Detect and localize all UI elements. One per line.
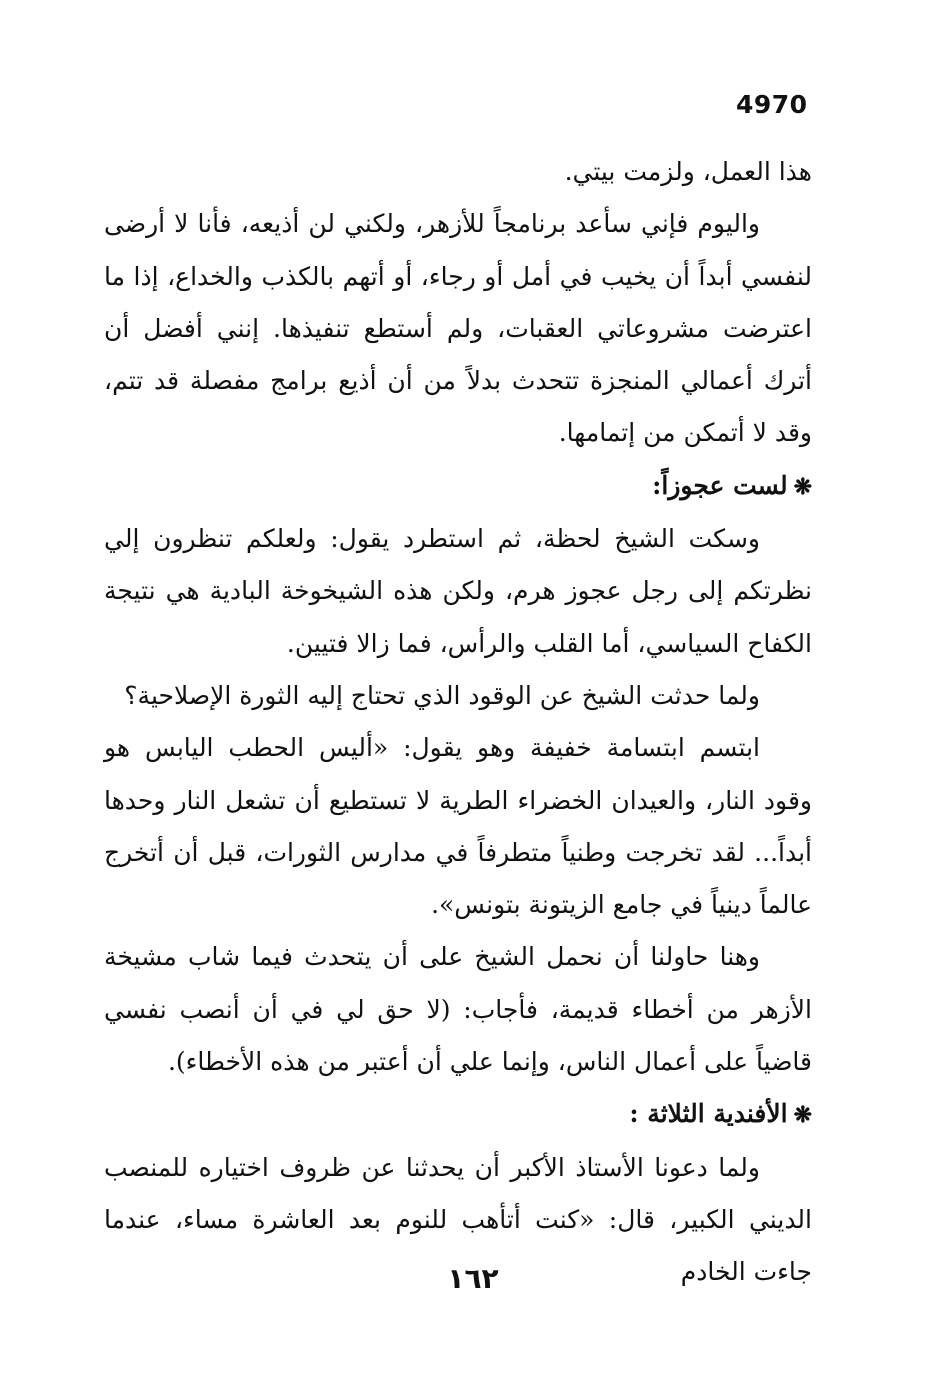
paragraph: وهنا حاولنا أن نحمل الشيخ على أن يتحدث فيما شاب مشيخة الأزهر من أخطاء قديمة، فأجاب: (لا حق لي في أن أنصب نفسي قاضياً على أعمال الناس، وإنما علي أن أعتبر من هذه الأخطاء).	[104, 942, 812, 1077]
paragraph: هذا العمل، ولزمت بيتي.	[564, 157, 812, 186]
section-heading: ❋لست عجوزاً:	[652, 470, 812, 500]
paragraph: واليوم فإني سأعد برنامجاً للأزهر، ولكني لن أذيعه، فأنا لا أرضى لنفسي أبداً أن يخيب في أمل أو رجاء، أو أتهم بالكذب والخداع، إذا ما اعترضت مشروعاتي العقبات، ولم أستطع تنفيذها. إنني أفضل أن أترك أعمالي المنجزة تتحدث بدلاً من أن أذيع برامج مفصلة قد تتم، وقد لا أتمكن من إتمامها.	[104, 209, 812, 448]
page-number-footer: ١٦٢	[447, 1262, 499, 1295]
asterisk-icon: ❋	[793, 1102, 812, 1129]
section-heading: ❋الأفندية الثلاثة :	[629, 1099, 812, 1129]
paragraph: ولما دعونا الأستاذ الأكبر أن يحدثنا عن ظروف اختياره للمنصب الديني الكبير، قال: «كنت أتأهب للنوم بعد العاشرة مساء، عندما جاءت الخادم	[104, 1152, 812, 1287]
paragraph: ابتسم ابتسامة خفيفة وهو يقول: «أليس الحطب اليابس هو وقود النار، والعيدان الخضراء الطرية لا تستطيع أن تشعل النار وحدها أبداً... لقد تخرجت وطنياً متطرفاً في مدارس الثورات، قبل أن أتخرج عالماً دينياً في جامع الزيتونة بتونس».	[104, 733, 812, 920]
asterisk-icon: ❋	[793, 473, 812, 500]
paragraph: ولما حدثت الشيخ عن الوقود الذي تحتاج إليه الثورة الإصلاحية؟	[124, 680, 760, 710]
paragraph: وسكت الشيخ لحظة، ثم استطرد يقول: ولعلكم تنظرون إلي نظرتكم إلى رجل عجوز هرم، ولكن هذه الشيخوخة البادية هي نتيجة الكفاح السياسي، أما القلب والرأس، فما زالا فتيين.	[104, 524, 812, 658]
page-number-top: 4970	[736, 90, 808, 119]
article-body	[104, 146, 812, 1299]
